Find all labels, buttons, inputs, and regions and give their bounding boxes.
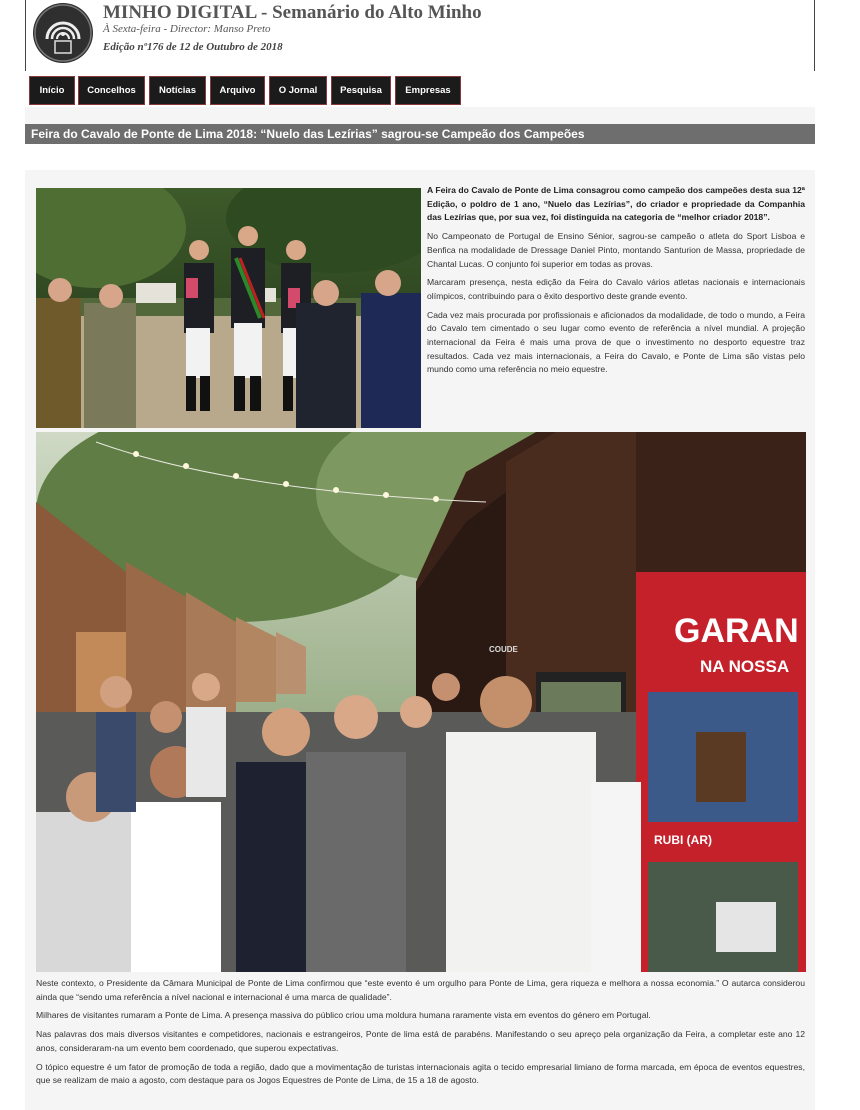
body-paragraph: Milhares de visitantes rumaram a Ponte de Lima. A presença massiva do público criou uma moldura humana raramente vista em eventos do género em Portugal.	[36, 1010, 651, 1021]
site-tagline: À Sexta-feira - Director: Manso Preto	[103, 23, 271, 35]
horseshoe-logo-icon[interactable]	[33, 3, 93, 63]
banner-text-line1: GARAN	[674, 612, 799, 650]
title-spacer	[25, 144, 815, 170]
article-title: Feira do Cavalo de Ponte de Lima 2018: “Nuelo das Lezírias” sagrou-se Campeão dos Campeões	[25, 124, 815, 144]
nav-empresas[interactable]: Empresas	[395, 76, 461, 105]
nav-arquivo[interactable]: Arquivo	[210, 76, 265, 105]
site-title[interactable]: MINHO DIGITAL - Semanário do Alto Minho	[103, 2, 482, 23]
main-navigation	[25, 71, 815, 108]
banner-text-line2: NA NOSSA	[700, 657, 790, 676]
intro-paragraph: No Campeonato de Portugal de Ensino Sénior, sagrou-se campeão o atleta do Sport Lisboa e Benfica na modalidade de Dressage Daniel Pinto, montando Santurion de Massa, propriedade de Chantal Lucas. O conjunto foi superior em todas as provas.	[427, 231, 805, 269]
edition-label: Edição nº176 de 12 de Outubro de 2018	[103, 41, 283, 53]
nav-noticias[interactable]: Notícias	[149, 76, 206, 105]
article-body	[36, 977, 805, 1093]
nav-inicio[interactable]: Início	[29, 76, 75, 105]
booth-sign: COUDE	[489, 645, 518, 654]
crowd-booths-photo	[36, 432, 806, 972]
nav-concelhos[interactable]: Concelhos	[78, 76, 145, 105]
intro-paragraph: Cada vez mais procurada por profissionais e aficionados da modalidade, de todo o mundo, a Feira do Cavalo tem cimentado o seu lugar como evento de referência a nível mundial. A projeção internacional da Feira é mais uma prova de que o investimento no desporto equestre traz resultados. Cada vez mais internacionais, a Feira do Cavalo, e Ponte de Lima são vistas pelo mundo como uma referência no meio equestre.	[427, 309, 805, 375]
body-paragraph: Nas palavras dos mais diversos visitantes e competidores, nacionais e estrangeiros, Ponte de lima está de parabéns. Manifestando o seu apreço pela organização da Feira, a completar este ano 12 anos, consideraram-na um evento bem coordenado, que superou expectativas.	[36, 1029, 805, 1053]
body-paragraph: Neste contexto, o Presidente da Câmara Municipal de Ponte de Lima confirmou que “este evento é um orgulho para Ponte de Lima, gera riqueza e melhora a nossa economia.” O autarca considerou ainda que “sendo uma referência a nível nacional e internacional é uma marca de qualidade”.	[36, 978, 805, 1002]
nav-pesquisa[interactable]: Pesquisa	[331, 76, 391, 105]
podium-photo	[36, 188, 421, 428]
banner-caption: RUBI (AR)	[654, 833, 712, 847]
nav-o-jornal[interactable]: O Jornal	[269, 76, 327, 105]
intro-paragraph: Marcaram presença, nesta edição da Feira do Cavalo vários atletas nacionais e internacionais olímpicos, contribuindo para o êxito desportivo deste grande evento.	[427, 277, 805, 301]
body-paragraph: O tópico equestre é um fator de promoção de toda a região, dado que a movimentação de turistas internacionais agita o tecido empresarial limiano de forma marcada, em época de eventos equestres, que se realizam de maio a agosto, com destaque para os Jogos Equestres de Ponte de Lima, de 15 a 18 de agosto.	[36, 1061, 805, 1086]
article-intro	[427, 184, 805, 382]
article-lead: A Feira do Cavalo de Ponte de Lima consagrou como campeão dos campeões desta sua 12ª Edição, o poldro de 1 ano, “Nuelo das Lezírias”, do criador e propriedade da Companhia das Lezírias que, por sua vez, foi distinguida na categoria de “melhor criador 2018”.	[427, 185, 805, 223]
site-header	[25, 0, 815, 72]
